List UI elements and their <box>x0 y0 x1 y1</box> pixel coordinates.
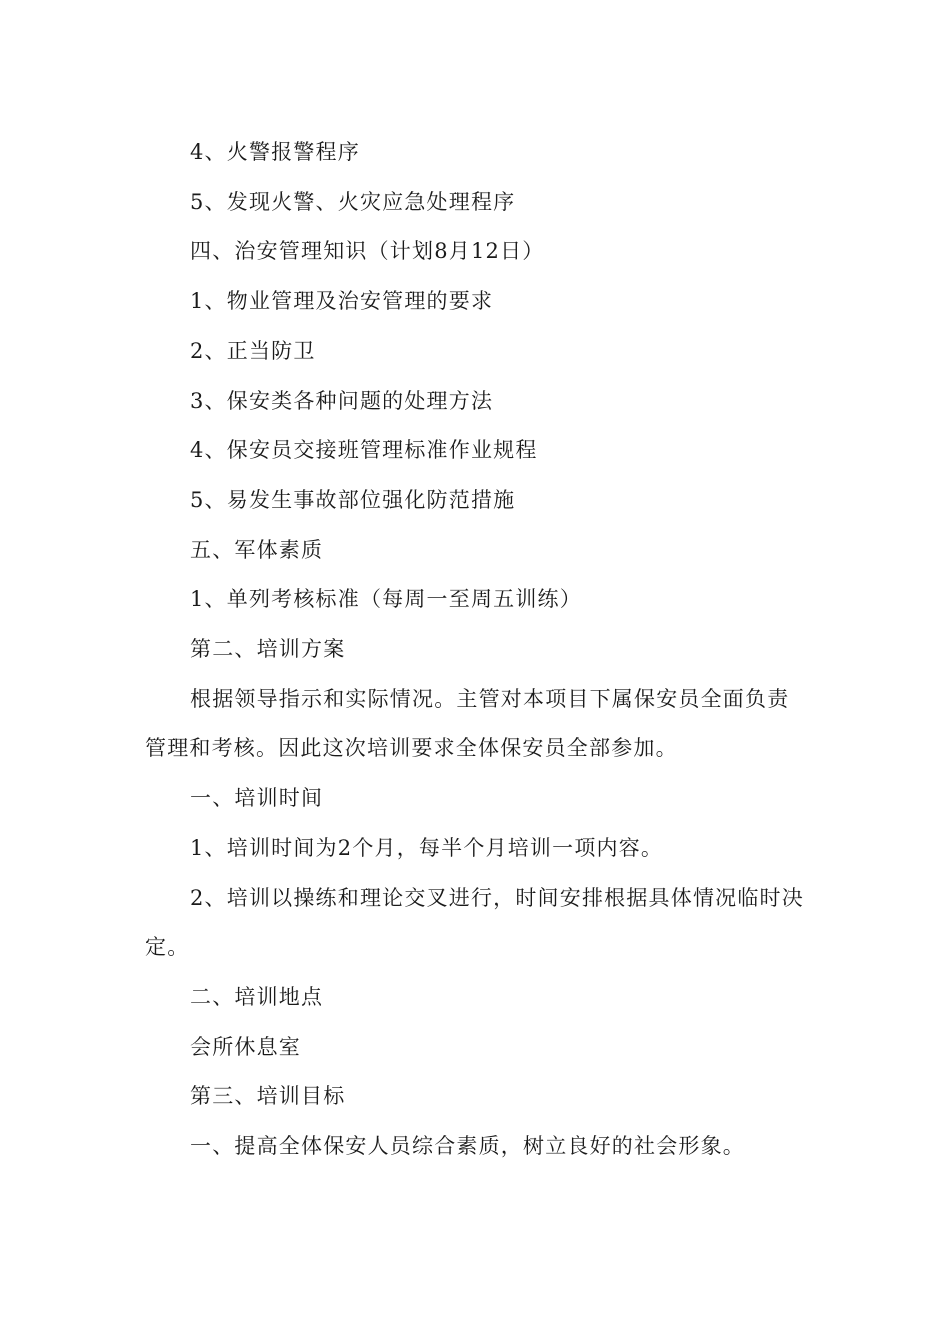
section-heading-physical-quality: 五、军体素质 <box>190 537 324 562</box>
list-item-property-security-requirements: 1、物业管理及治安管理的要求 <box>190 289 494 314</box>
chapter-heading-training-plan: 第二、培训方案 <box>190 637 346 662</box>
list-item-training-schedule: 2、培训以操练和理论交叉进行，时间安排根据具体情况临时决定。 <box>145 885 804 960</box>
list-item-training-duration: 1、培训时间为2个月，每半个月培训一项内容。 <box>190 835 664 860</box>
list-item-self-defense: 2、正当防卫 <box>190 338 316 363</box>
list-item-shift-handover: 4、保安员交接班管理标准作业规程 <box>190 438 538 463</box>
section-heading-security-knowledge: 四、治安管理知识（计划8月12日） <box>190 239 545 264</box>
section-heading-training-time: 一、培训时间 <box>190 786 324 811</box>
list-item-goal-one: 一、提高全体保安人员综合素质，树立良好的社会形象。 <box>190 1134 745 1159</box>
body-text-location: 会所休息室 <box>190 1034 301 1059</box>
document-body <box>145 128 810 1172</box>
body-paragraph-training-plan: 根据领导指示和实际情况。主管对本项目下属保安员全面负责管理和考核。因此这次培训要求全体保安员全部参加。 <box>145 686 790 761</box>
list-item-problem-handling: 3、保安类各种问题的处理方法 <box>190 388 494 413</box>
section-heading-training-location: 二、培训地点 <box>190 984 324 1009</box>
list-item-assessment-standard: 1、单列考核标准（每周一至周五训练） <box>190 587 582 612</box>
list-item-fire-alarm-procedure: 4、火警报警程序 <box>190 140 360 164</box>
list-item-fire-emergency-procedure: 5、发现火警、火灾应急处理程序 <box>190 189 516 214</box>
list-item-accident-prevention: 5、易发生事故部位强化防范措施 <box>190 487 516 512</box>
chapter-heading-training-goals: 第三、培训目标 <box>190 1084 346 1109</box>
